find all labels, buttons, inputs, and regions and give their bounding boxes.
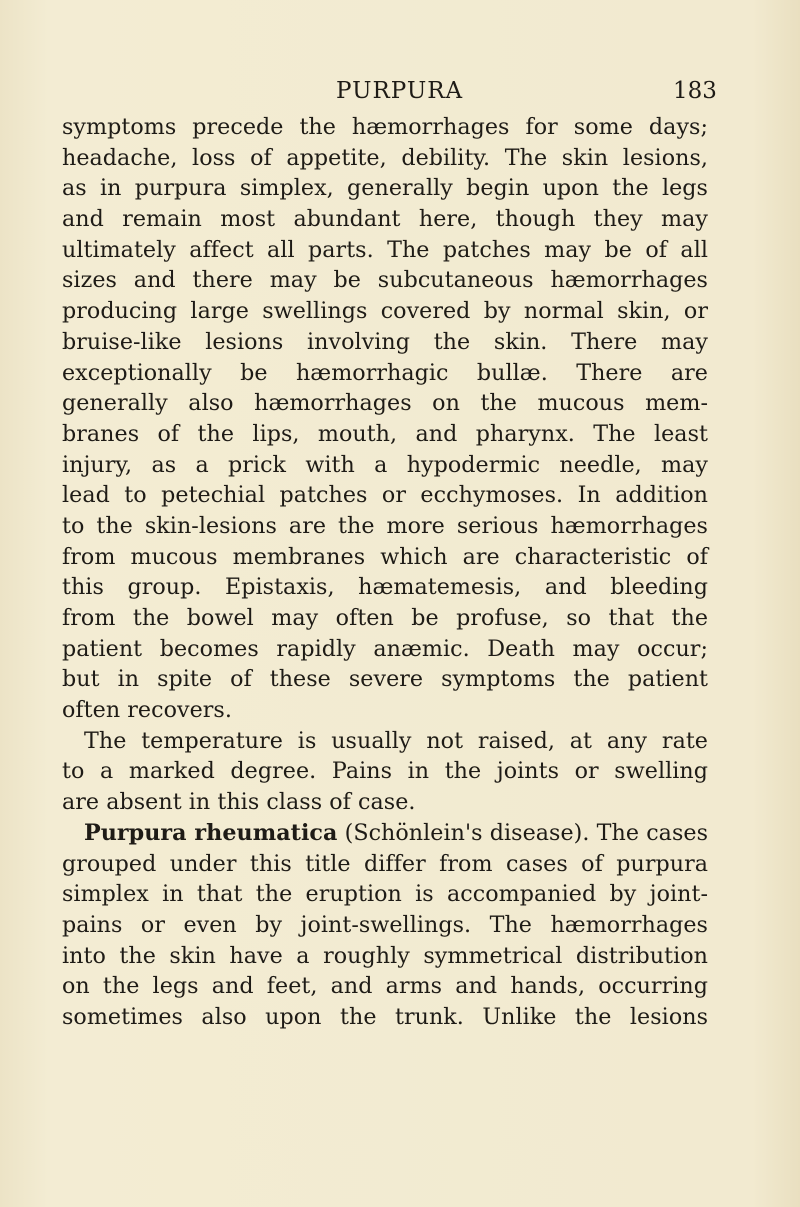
text-line: into the skin have a roughly symmetrical distribution — [62, 942, 708, 969]
running-head — [0, 78, 800, 108]
text-line: to a marked degree. Pains in the joints or swelling — [62, 758, 708, 785]
text-line: bruise-like lesions involving the skin. There may — [62, 328, 708, 355]
text-line: on the legs and feet, and arms and hands, occurring — [62, 973, 708, 1000]
page-number: 183 — [673, 78, 717, 104]
text-line: as in purpura simplex, generally begin upon the legs — [62, 175, 708, 202]
text-line: sometimes also upon the trunk. Unlike the lesions — [62, 1003, 708, 1030]
text-line: often recovers. — [62, 697, 232, 724]
text-line: generally also hæmorrhages on the mucous mem- — [62, 390, 708, 417]
text-line: symptoms precede the hæmorrhages for some days; — [62, 114, 708, 140]
text-line: but in spite of these severe symptoms the patient — [62, 666, 708, 693]
text-line-rest: (Schönlein's disease). The cases — [344, 819, 709, 846]
text-line: ultimately affect all parts. The patches may be of all — [62, 236, 708, 263]
text-line: simplex in that the eruption is accompanied by joint- — [62, 881, 708, 908]
text-line: lead to petechial patches or ecchymoses. In addition — [62, 482, 708, 509]
text-line: to the skin-lesions are the more serious hæmorrhages — [62, 512, 708, 539]
body-text — [62, 112, 708, 1033]
text-line: branes of the lips, mouth, and pharynx. The least — [62, 420, 708, 447]
text-line: The temperature is usually not raised, at any rate — [84, 727, 708, 754]
text-line: injury, as a prick with a hypodermic needle, may — [62, 451, 708, 478]
text-line: this group. Epistaxis, hæmatemesis, and bleeding — [62, 574, 708, 601]
text-line: producing large swellings covered by normal skin, or — [62, 298, 708, 325]
text-line: from mucous membranes which are characteristic of — [62, 543, 708, 570]
text-line: and remain most abundant here, though they may — [62, 206, 708, 233]
text-line: patient becomes rapidly anæmic. Death may occur; — [62, 635, 708, 662]
text-line: from the bowel may often be profuse, so that the — [62, 605, 708, 631]
run-in-heading: Purpura rheumatica — [84, 819, 338, 846]
text-line: grouped under this title differ from cases of purpura — [62, 850, 708, 877]
text-line: headache, loss of appetite, debility. The skin lesions, — [62, 144, 708, 171]
text-line: pains or even by joint-swellings. The hæmorrhages — [62, 911, 708, 938]
running-title: PURPURA — [336, 78, 464, 104]
text-line-with-heading — [62, 818, 708, 849]
text-line: exceptionally be hæmorrhagic bullæ. There are — [62, 359, 708, 386]
text-line: sizes and there may be subcutaneous hæmorrhages — [62, 267, 708, 294]
text-line: are absent in this class of case. — [62, 789, 416, 816]
